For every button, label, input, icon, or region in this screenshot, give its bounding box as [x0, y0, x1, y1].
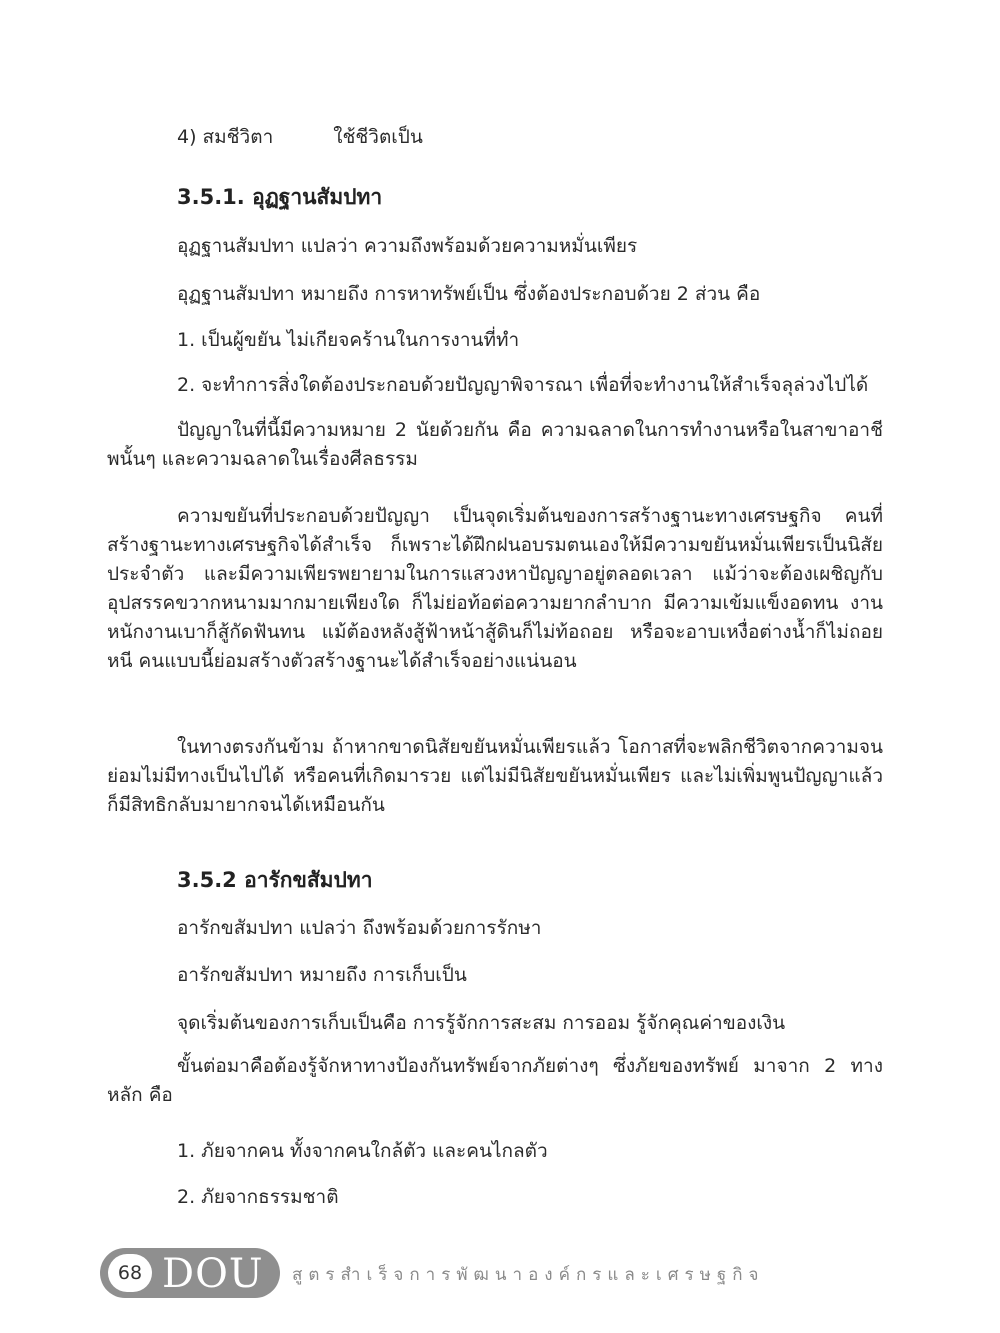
definition-meaning: อารักขสัมปทา แปลว่า ถึงพร้อมด้วยการรักษา [177, 917, 542, 939]
footer-badge [100, 1248, 280, 1298]
definition-scope: อารักขสัมปทา หมายถึง การเก็บเป็น [177, 964, 467, 986]
list-item: 2. จะทำการสิ่งใดต้องประกอบด้วยปัญญาพิจารณา เพื่อที่จะทำงานให้สำเร็จลุล่วงไปได้ [177, 374, 869, 396]
item-4-value: ใช้ชีวิตเป็น [333, 126, 423, 148]
paragraph: ปัญญาในที่นี้มีความหมาย 2 นัยด้วยกัน คือ ความฉลาดในการทำงานหรือในสาขาอาชีพนั้นๆ และความฉลาดในเรื่องศีลธรรม [107, 419, 883, 470]
item-4-label: 4) สมชีวิตา [177, 126, 274, 148]
book-title: สูตรสำเร็จการพัฒนาองค์กรและเศรษฐกิจ [292, 1265, 765, 1285]
definition-meaning: อุฏฐานสัมปทา แปลว่า ความถึงพร้อมด้วยความหมั่นเพียร [177, 235, 638, 257]
list-item: 1. เป็นผู้ขยัน ไม่เกียจคร้านในการงานที่ทำ [177, 329, 520, 351]
section-heading-3-5-2: 3.5.2 อารักขสัมปทา [177, 868, 373, 892]
item-4 [177, 124, 423, 150]
list-item: 1. ภัยจากคน ทั้งจากคนใกล้ตัว และคนไกลตัว [177, 1140, 548, 1162]
dou-logo: DOU [162, 1251, 264, 1297]
text-line: จุดเริ่มต้นของการเก็บเป็นคือ การรู้จักการสะสม การออม รู้จักคุณค่าของเงิน [177, 1012, 786, 1034]
page-number: 68 [108, 1254, 152, 1292]
paragraph: ขั้นต่อมาคือต้องรู้จักหาทางป้องกันทรัพย์จากภัยต่างๆ ซึ่งภัยของทรัพย์ มาจาก 2 ทางหลัก คือ [107, 1055, 883, 1106]
paragraph: ในทางตรงกันข้าม ถ้าหากขาดนิสัยขยันหมั่นเพียรแล้ว โอกาสที่จะพลิกชีวิตจากความจน ย่อมไม่มีทางเป็นไปได้ หรือคนที่เกิดมารวย แต่ไม่มีนิสัยขยันหมั่นเพียร และไม่เพิ่มพูนปัญญาแล้ว ก็มีสิทธิกลับมายากจนได้เหมือนกัน [107, 736, 883, 816]
definition-scope: อุฏฐานสัมปทา หมายถึง การหาทรัพย์เป็น ซึ่งต้องประกอบด้วย 2 ส่วน คือ [177, 283, 761, 305]
paragraph: ความขยันที่ประกอบด้วยปัญญา เป็นจุดเริ่มต้นของการสร้างฐานะทางเศรษฐกิจ คนที่สร้างฐานะทางเศรษฐกิจได้สำเร็จ ก็เพราะได้ฝึกฝนอบรมตนเองให้มีความขยันหมั่นเพียรเป็นนิสัยประจำตัว และมีความเพียรพยายามในการแสวงหาปัญญาอยู่ตลอดเวลา แม้ว่าจะต้องเผชิญกับอุปสรรคขวากหนามมากมายเพียงใด ก็ไม่ย่อท้อต่อความยากลำบาก มีความเข้มแข็งอดทน งานหนักงานเบาก็สู้กัดฟันทน แม้ต้องหลังสู้ฟ้าหน้าสู้ดินก็ไม่ท้อถอย หรือจะอาบเหงื่อต่างน้ำก็ไม่ถอยหนี คนแบบนี้ย่อมสร้างตัวสร้างฐานะได้สำเร็จอย่างแน่นอน [107, 505, 883, 672]
section-heading-3-5-1: 3.5.1. อุฏฐานสัมปทา [177, 185, 383, 209]
page-footer [100, 1248, 900, 1300]
list-item: 2. ภัยจากธรรมชาติ [177, 1186, 339, 1208]
